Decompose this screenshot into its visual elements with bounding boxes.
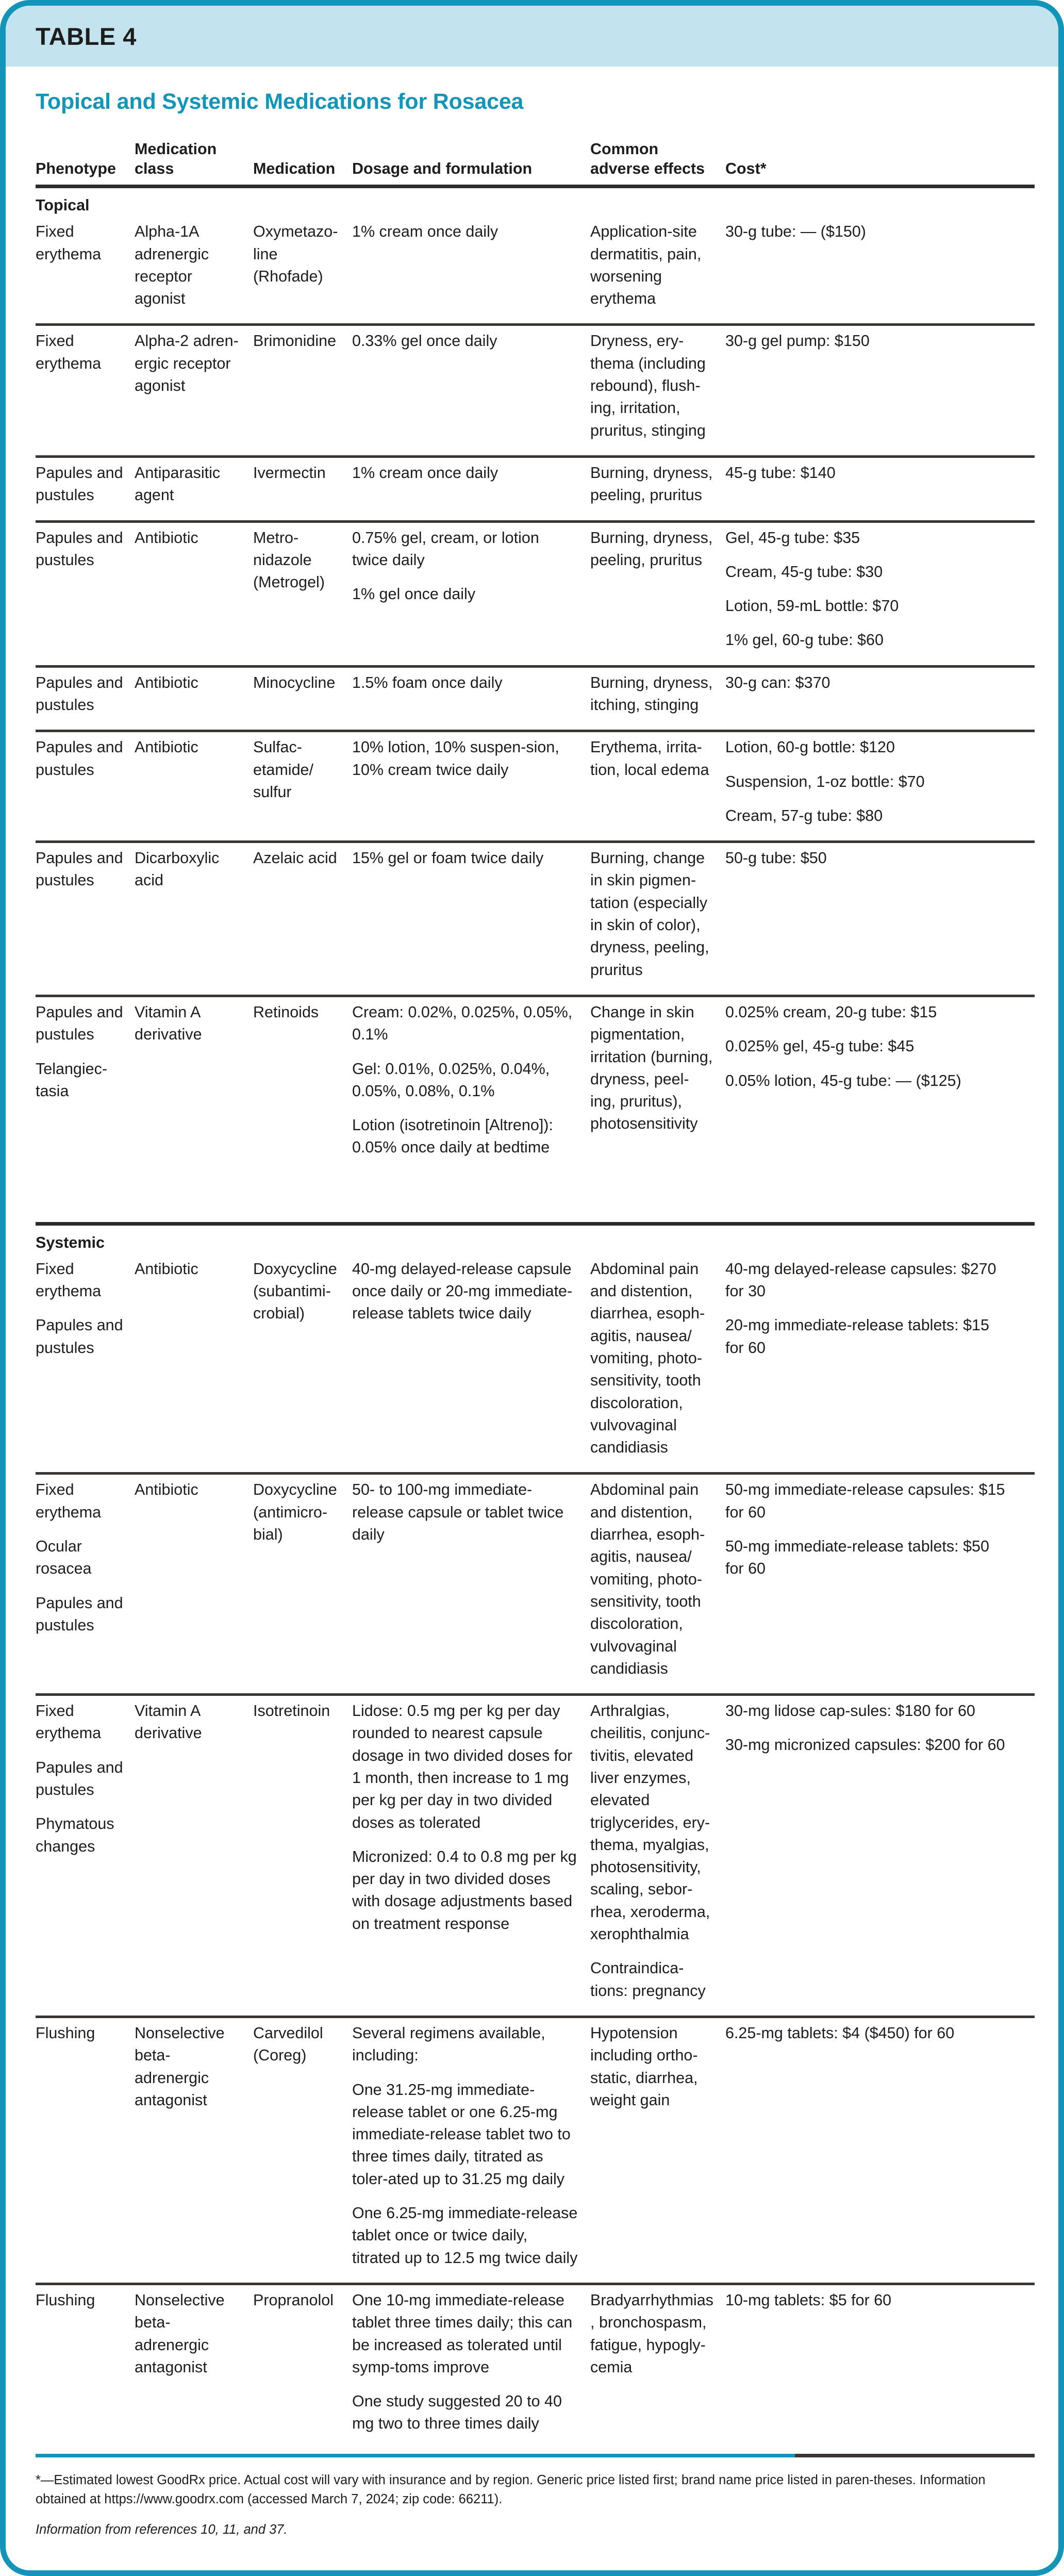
table-body-area	[6, 67, 1058, 2570]
cell-paragraph: Lotion (isotretinoin [Altreno]): 0.05% once daily at bedtime	[352, 1116, 553, 1157]
cell-paragraph: 50- to 100-mg immediate-release capsule or tablet twice daily	[352, 1481, 564, 1544]
section-top-rule	[36, 1222, 1035, 1226]
cell-medication-class	[135, 1001, 253, 1159]
cell-cost	[725, 221, 1019, 310]
cell-paragraph: 30-g tube: — ($150)	[725, 223, 866, 241]
cell-dosage	[352, 2289, 590, 2435]
table-row	[36, 732, 1035, 840]
footnote-reference: Information from references 10, 11, and 37.	[36, 2522, 288, 2537]
cell-dosage	[352, 1258, 590, 1459]
cell-paragraph: Antibiotic	[135, 673, 198, 691]
column-header-adverse-effects: Common adverse effects	[590, 140, 705, 178]
cell-phenotype	[36, 1001, 135, 1159]
cell-cost	[725, 847, 1019, 981]
cell-phenotype	[36, 330, 135, 441]
cell-paragraph: Micronized: 0.4 to 0.8 mg per kg per day in two divided doses with dosage adjustments based on treatment response	[352, 1847, 577, 1933]
cell-dosage	[352, 672, 590, 717]
cell-paragraph: 0.05% lotion, 45-g tube: — ($125)	[725, 1071, 961, 1089]
cell-paragraph: Several regimens available, including:	[352, 2024, 545, 2065]
cell-paragraph: Flushing	[36, 2024, 95, 2042]
cell-adverse-effects	[590, 1258, 725, 1459]
cell-paragraph: Papules and pustules	[36, 1594, 123, 1634]
cell-paragraph: Nonselective beta-adrenergic antagonist	[135, 2024, 225, 2109]
cell-paragraph: One 6.25-mg immediate-release tablet once or twice daily, titrated up to 12.5 mg twice daily	[352, 2204, 578, 2267]
cell-medication	[253, 1700, 352, 2002]
footnote-text: *—Estimated lowest GoodRx price. Actual cost will vary with insurance and by region. Generic price listed first; brand name price listed in paren-theses. Information obtained at https://www.goodrx.com (accessed March 7, 2024; zip code: 66211).	[36, 2472, 986, 2506]
cell-cost	[725, 1001, 1019, 1159]
cell-paragraph: 50-g tube: $50	[725, 849, 827, 867]
cell-paragraph: Antiparasitic agent	[135, 464, 221, 504]
table-row	[36, 2018, 1035, 2283]
cell-paragraph: Papules and pustules	[36, 673, 123, 714]
cell-dosage	[352, 462, 590, 507]
cell-phenotype	[36, 736, 135, 827]
table-title-band	[6, 6, 1058, 67]
cell-paragraph: Arthralgias, cheilitis, conjunc-tivitis, elevated liver enzymes, elevated triglycerides, ery-thema, myalgias, photosensitivity, scaling, sebor-rhea, xeroderma, xerophthalmia	[590, 1702, 710, 1943]
cell-adverse-effects	[590, 847, 725, 981]
cell-paragraph: Fixed erythema	[36, 332, 102, 372]
cell-paragraph: Dicarboxylic acid	[135, 849, 220, 889]
cell-medication	[253, 462, 352, 507]
cell-cost	[725, 1700, 1019, 2002]
cell-paragraph: Lidose: 0.5 mg per kg per day rounded to nearest capsule dosage in two divided doses for 1 month, then increase to 1 mg per kg per day in two divided doses as tolerated	[352, 1702, 573, 1831]
cell-phenotype	[36, 2289, 135, 2435]
cell-medication	[253, 672, 352, 717]
cell-medication-class	[135, 847, 253, 981]
cell-paragraph: Antibiotic	[135, 1481, 198, 1499]
column-header-dosage: Dosage and formulation	[352, 160, 533, 178]
cell-phenotype	[36, 847, 135, 981]
cell-paragraph: Antibiotic	[135, 529, 198, 547]
cell-paragraph: Papules and pustules	[36, 529, 123, 569]
cell-paragraph: Cream: 0.02%, 0.025%, 0.05%, 0.1%	[352, 1003, 573, 1044]
cell-paragraph: Suspension, 1-oz bottle: $70	[725, 772, 925, 790]
cell-cost	[725, 672, 1019, 717]
cell-cost	[725, 736, 1019, 827]
cell-adverse-effects	[590, 462, 725, 507]
cell-cost	[725, 330, 1019, 441]
cell-paragraph: Fixed erythema	[36, 223, 102, 263]
cell-paragraph: Ivermectin	[253, 464, 326, 482]
cell-paragraph: Isotretinoin	[253, 1702, 330, 1720]
cell-paragraph: One study suggested 20 to 40 mg two to three times daily	[352, 2392, 562, 2433]
cell-adverse-effects	[590, 1479, 725, 1680]
table-row	[36, 843, 1035, 995]
cell-paragraph: Azelaic acid	[253, 849, 337, 867]
section-break-notch-left	[5, 1178, 12, 1228]
cell-paragraph: Contraindica-tions: pregnancy	[590, 1959, 706, 2000]
cell-paragraph: Lotion, 60-g bottle: $120	[725, 738, 895, 756]
cell-dosage	[352, 736, 590, 827]
cell-paragraph: Change in skin pigmentation, irritation (burning, dryness, peel-ing, pruritus), photosensitivity	[590, 1003, 713, 1133]
table-row	[36, 458, 1035, 520]
cell-paragraph: Papules and pustules	[36, 464, 123, 504]
cell-cost	[725, 527, 1019, 652]
cell-phenotype	[36, 221, 135, 310]
cell-dosage	[352, 1700, 590, 2002]
cell-paragraph: Flushing	[36, 2291, 95, 2309]
cell-dosage	[352, 1001, 590, 1159]
column-header-medication-class: Medication class	[135, 140, 217, 178]
table-row	[36, 217, 1035, 323]
cell-dosage	[352, 2022, 590, 2269]
cell-phenotype	[36, 527, 135, 652]
cell-paragraph: 1% gel, 60-g tube: $60	[725, 631, 884, 649]
cell-paragraph: 20-mg immediate-release tablets: $15 for 60	[725, 1316, 989, 1357]
cell-adverse-effects	[590, 2289, 725, 2435]
cell-adverse-effects	[590, 2022, 725, 2269]
cell-paragraph: 6.25-mg tablets: $4 ($450) for 60	[725, 2024, 955, 2042]
cell-paragraph: Telangiec-tasia	[36, 1060, 108, 1100]
table-row	[36, 1475, 1035, 1693]
cell-paragraph: Minocycline	[253, 673, 336, 691]
cell-paragraph: One 10-mg immediate-release tablet three times daily; this can be increased as tolerated until symp-toms improve	[352, 2291, 573, 2376]
cell-paragraph: One 31.25-mg immediate-release tablet or one 6.25-mg immediate-release tablet two to three times daily, titrated as toler-ated up to 31.25 mg daily	[352, 2080, 571, 2188]
cell-medication	[253, 736, 352, 827]
cell-dosage	[352, 330, 590, 441]
cell-paragraph: 0.025% gel, 45-g tube: $45	[725, 1037, 915, 1055]
cell-paragraph: 45-g tube: $140	[725, 464, 836, 482]
cell-dosage	[352, 1479, 590, 1680]
cell-medication-class	[135, 330, 253, 441]
cell-medication	[253, 1479, 352, 1680]
cell-medication-class	[135, 2289, 253, 2435]
table-row	[36, 523, 1035, 665]
cell-adverse-effects	[590, 1700, 725, 2002]
cell-paragraph: Antibiotic	[135, 738, 198, 756]
cell-paragraph: 50-mg immediate-release tablets: $50 for 60	[725, 1538, 989, 1578]
cell-paragraph: 50-mg immediate-release capsules: $15 for 60	[725, 1481, 1005, 1521]
cell-paragraph: Vitamin A derivative	[135, 1003, 202, 1044]
cell-medication	[253, 330, 352, 441]
cell-medication	[253, 1258, 352, 1459]
cell-paragraph: Gel: 0.01%, 0.025%, 0.04%, 0.05%, 0.08%, 0.1%	[352, 1060, 550, 1100]
table-row	[36, 326, 1035, 455]
cell-dosage	[352, 847, 590, 981]
cell-paragraph: 15% gel or foam twice daily	[352, 849, 544, 867]
cell-medication	[253, 2022, 352, 2269]
cell-paragraph: Papules and pustules	[36, 738, 123, 779]
cell-paragraph: Application-site dermatitis, pain, worsening erythema	[590, 223, 702, 308]
cell-paragraph: 40-mg delayed-release capsule once daily or 20-mg immediate-release tablets twice daily	[352, 1260, 573, 1323]
cell-paragraph: Doxycycline (antimicro-bial)	[253, 1481, 337, 1544]
cell-paragraph: Alpha-2 adren-ergic receptor agonist	[135, 332, 239, 395]
cell-paragraph: 30-mg lidose cap-sules: $180 for 60	[725, 1702, 975, 1720]
cell-medication	[253, 847, 352, 981]
cell-paragraph: Carvedilol (Coreg)	[253, 2024, 323, 2065]
footer-divider	[36, 2454, 1035, 2457]
table-title: Topical and Systemic Medications for Rosacea	[36, 89, 524, 114]
cell-medication	[253, 527, 352, 652]
cell-adverse-effects	[590, 672, 725, 717]
section-top-rule	[36, 185, 1035, 188]
table-rows-container	[36, 185, 1035, 2448]
cell-paragraph: Papules and pustules	[36, 1758, 123, 1798]
cell-paragraph: Alpha-1A adrenergic receptor agonist	[135, 223, 209, 308]
cell-paragraph: Papules and pustules	[36, 1003, 123, 1044]
section-label-topical: Topical	[36, 196, 90, 214]
cell-paragraph: Antibiotic	[135, 1260, 198, 1278]
cell-paragraph: Vitamin A derivative	[135, 1702, 202, 1742]
cell-cost	[725, 1258, 1019, 1459]
cell-dosage	[352, 527, 590, 652]
cell-medication-class	[135, 1479, 253, 1680]
cell-paragraph: 0.025% cream, 20-g tube: $15	[725, 1003, 937, 1021]
cell-paragraph: 40-mg delayed-release capsules: $270 for 30	[725, 1260, 996, 1300]
cell-paragraph: Propranolol	[253, 2291, 334, 2309]
cell-paragraph: Erythema, irrita-tion, local edema	[590, 738, 709, 779]
cell-paragraph: Gel, 45-g tube: $35	[725, 529, 860, 547]
cell-paragraph: Dryness, ery-thema (including rebound), flush-ing, irritation, pruritus, stinging	[590, 332, 706, 439]
cell-paragraph: Burning, change in skin pigmen-tation (especially in skin of color), dryness, peeling, pruritus	[590, 849, 709, 979]
table-number: TABLE 4	[36, 22, 137, 50]
cell-paragraph: 30-mg micronized capsules: $200 for 60	[725, 1736, 1005, 1754]
column-header-phenotype: Phenotype	[36, 160, 116, 178]
cell-cost	[725, 1479, 1019, 1680]
cell-adverse-effects	[590, 527, 725, 652]
column-header-medication: Medication	[253, 160, 336, 178]
table-row	[36, 1696, 1035, 2016]
cell-phenotype	[36, 1258, 135, 1459]
cell-paragraph: Sulfac-etamide/ sulfur	[253, 738, 313, 801]
cell-adverse-effects	[590, 1001, 725, 1159]
cell-phenotype	[36, 1479, 135, 1680]
cell-paragraph: Brimonidine	[253, 332, 337, 350]
cell-phenotype	[36, 2022, 135, 2269]
cell-paragraph: Doxycycline (subantimi-crobial)	[253, 1260, 337, 1323]
cell-paragraph: 0.75% gel, cream, or lotion twice daily	[352, 529, 539, 569]
section-break-gap	[36, 1173, 1035, 1222]
cell-paragraph: Lotion, 59-mL bottle: $70	[725, 597, 899, 615]
section-label-systemic: Systemic	[36, 1233, 105, 1251]
cell-paragraph: Burning, dryness, peeling, pruritus	[590, 464, 713, 504]
cell-paragraph: Retinoids	[253, 1003, 319, 1021]
table-header-row	[36, 117, 1035, 185]
cell-paragraph: Oxymetazo-line (Rhofade)	[253, 223, 338, 285]
cell-paragraph: Burning, dryness, itching, stinging	[590, 673, 713, 714]
cell-paragraph: Abdominal pain and distention, diarrhea, esoph-agitis, nausea/ vomiting, photo-sensitivity, tooth discoloration, vulvovaginal candidiasis	[590, 1481, 705, 1677]
section-break-notch-right	[1052, 1178, 1059, 1228]
cell-medication	[253, 1001, 352, 1159]
cell-phenotype	[36, 672, 135, 717]
cell-paragraph: 0.33% gel once daily	[352, 332, 497, 350]
cell-cost	[725, 2022, 1019, 2269]
cell-phenotype	[36, 1700, 135, 2002]
cell-dosage	[352, 221, 590, 310]
cell-paragraph: Fixed erythema	[36, 1702, 102, 1742]
cell-paragraph: Fixed erythema	[36, 1260, 102, 1300]
cell-paragraph: Cream, 45-g tube: $30	[725, 563, 883, 581]
cell-phenotype	[36, 462, 135, 507]
cell-paragraph: 1.5% foam once daily	[352, 673, 503, 691]
cell-paragraph: Papules and pustules	[36, 1316, 123, 1357]
cell-paragraph: Abdominal pain and distention, diarrhea, esoph-agitis, nausea/ vomiting, photo-sensitivity, tooth discoloration, vulvovaginal candidiasis	[590, 1260, 705, 1457]
cell-medication	[253, 221, 352, 310]
cell-paragraph: 10% lotion, 10% suspen-sion, 10% cream twice daily	[352, 738, 559, 779]
cell-cost	[725, 2289, 1019, 2435]
cell-medication-class	[135, 736, 253, 827]
cell-paragraph: Phymatous changes	[36, 1815, 114, 1855]
cell-paragraph: 1% cream once daily	[352, 223, 498, 241]
cell-paragraph: 30-g gel pump: $150	[725, 332, 870, 350]
table-row	[36, 997, 1035, 1173]
cell-medication-class	[135, 462, 253, 507]
cell-medication-class	[135, 527, 253, 652]
cell-paragraph: 1% cream once daily	[352, 464, 498, 482]
cell-cost	[725, 462, 1019, 507]
cell-paragraph: 10-mg tablets: $5 for 60	[725, 2291, 892, 2309]
cell-medication-class	[135, 2022, 253, 2269]
cell-medication-class	[135, 672, 253, 717]
cell-medication-class	[135, 1700, 253, 2002]
cell-paragraph: Fixed erythema	[36, 1481, 102, 1521]
cell-adverse-effects	[590, 736, 725, 827]
cell-paragraph: Papules and pustules	[36, 849, 123, 889]
cell-paragraph: Burning, dryness, peeling, pruritus	[590, 529, 713, 569]
cell-adverse-effects	[590, 330, 725, 441]
cell-paragraph: Metro-nidazole (Metrogel)	[253, 529, 325, 591]
cell-paragraph: 1% gel once daily	[352, 585, 476, 603]
cell-paragraph: Bradyarrhythmias, bronchospasm, fatigue, hypogly-cemia	[590, 2291, 713, 2376]
cell-paragraph: Nonselective beta-adrenergic antagonist	[135, 2291, 225, 2376]
table-row	[36, 1254, 1035, 1473]
cell-adverse-effects	[590, 221, 725, 310]
cell-medication-class	[135, 1258, 253, 1459]
cell-paragraph: 30-g can: $370	[725, 673, 830, 691]
column-header-cost: Cost*	[725, 160, 767, 178]
cell-paragraph: Cream, 57-g tube: $80	[725, 806, 883, 824]
cell-medication-class	[135, 221, 253, 310]
cell-paragraph: Ocular rosacea	[36, 1538, 92, 1578]
cell-medication	[253, 2289, 352, 2435]
table-row	[36, 668, 1035, 730]
cell-paragraph: Hypotension including ortho-static, diarrhea, weight gain	[590, 2024, 698, 2109]
table-row	[36, 2285, 1035, 2449]
